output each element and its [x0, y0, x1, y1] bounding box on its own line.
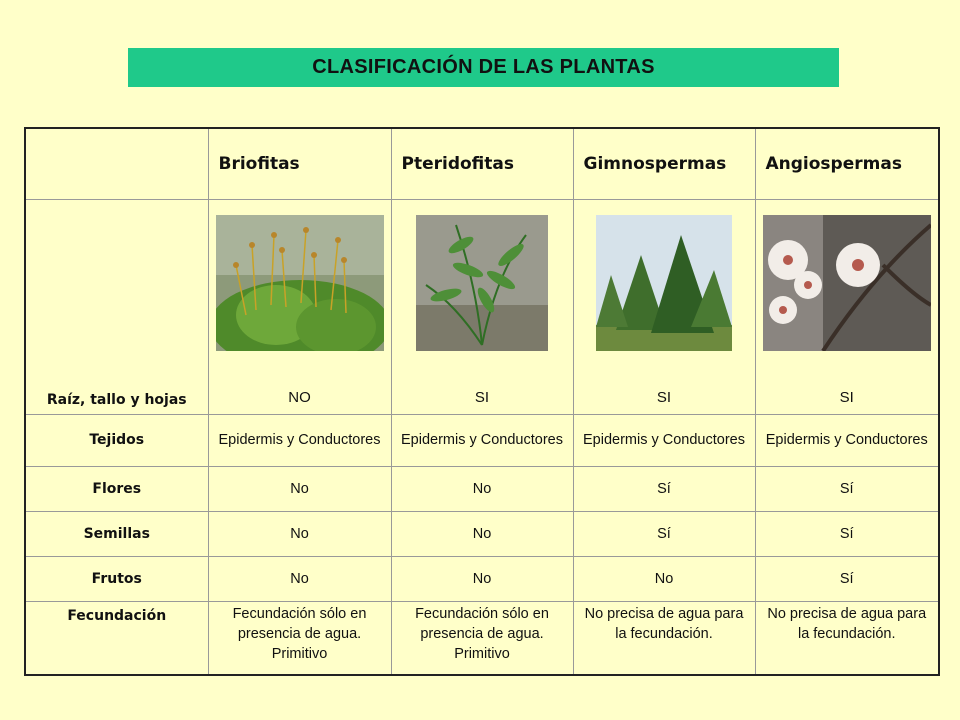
value-frutos-angiospermas: Sí: [755, 556, 939, 601]
value-semillas-pteridofitas: No: [391, 511, 573, 556]
table-row-semillas: [25, 511, 939, 556]
moss-photo: [216, 215, 384, 351]
table-row-raiz: [25, 199, 939, 414]
value-flores-gimnospermas: Sí: [573, 466, 755, 511]
cell-raiz-gimnospermas: [573, 199, 755, 414]
row-label-raiz: Raíz, tallo y hojas: [25, 199, 208, 414]
value-tejidos-angiospermas: Epidermis y Conductores: [755, 414, 939, 466]
table-row-tejidos: [25, 414, 939, 466]
value-tejidos-gimnospermas: Epidermis y Conductores: [573, 414, 755, 466]
title-banner: [128, 48, 839, 87]
cell-raiz-angiospermas: [755, 199, 939, 414]
value-raiz-angiospermas: SI: [839, 388, 854, 406]
fern-photo: [416, 215, 548, 351]
value-tejidos-pteridofitas: Epidermis y Conductores: [391, 414, 573, 466]
row-label-fecundacion: Fecundación: [25, 601, 208, 675]
col-header-briofitas: Briofitas: [208, 128, 391, 199]
value-flores-briofitas: No: [208, 466, 391, 511]
header-empty-cell: [25, 128, 208, 199]
col-header-pteridofitas: Pteridofitas: [391, 128, 573, 199]
row-label-semillas: Semillas: [25, 511, 208, 556]
value-semillas-gimnospermas: Sí: [573, 511, 755, 556]
classification-table: [24, 127, 940, 676]
col-header-gimnospermas: Gimnospermas: [573, 128, 755, 199]
value-raiz-briofitas: NO: [288, 388, 311, 406]
value-tejidos-briofitas: Epidermis y Conductores: [208, 414, 391, 466]
value-raiz-gimnospermas: SI: [656, 388, 672, 406]
value-frutos-gimnospermas: No: [573, 556, 755, 601]
almond-blossom-photo: [763, 215, 931, 351]
value-fecundacion-briofitas: Fecundación sólo en presencia de agua. Primitivo: [208, 601, 391, 675]
table-row-fecundacion: [25, 601, 939, 675]
value-raiz-pteridofitas: SI: [474, 388, 490, 406]
conifer-photo: [596, 215, 732, 351]
value-fecundacion-angiospermas: No precisa de agua para la fecundación.: [755, 601, 939, 675]
row-label-frutos: Frutos: [25, 556, 208, 601]
table-row-flores: [25, 466, 939, 511]
value-semillas-briofitas: No: [208, 511, 391, 556]
value-flores-pteridofitas: No: [391, 466, 573, 511]
row-label-tejidos: Tejidos: [25, 414, 208, 466]
cell-raiz-pteridofitas: [391, 199, 573, 414]
table-row-frutos: [25, 556, 939, 601]
header-row: [25, 128, 939, 199]
value-flores-angiospermas: Sí: [755, 466, 939, 511]
value-fecundacion-gimnospermas: No precisa de agua para la fecundación.: [573, 601, 755, 675]
value-semillas-angiospermas: Sí: [755, 511, 939, 556]
cell-raiz-briofitas: [208, 199, 391, 414]
page-title: CLASIFICACIÓN DE LAS PLANTAS: [312, 56, 655, 78]
col-header-angiospermas: Angiospermas: [755, 128, 939, 199]
row-label-flores: Flores: [25, 466, 208, 511]
value-frutos-briofitas: No: [208, 556, 391, 601]
value-frutos-pteridofitas: No: [391, 556, 573, 601]
value-fecundacion-pteridofitas: Fecundación sólo en presencia de agua. Primitivo: [391, 601, 573, 675]
